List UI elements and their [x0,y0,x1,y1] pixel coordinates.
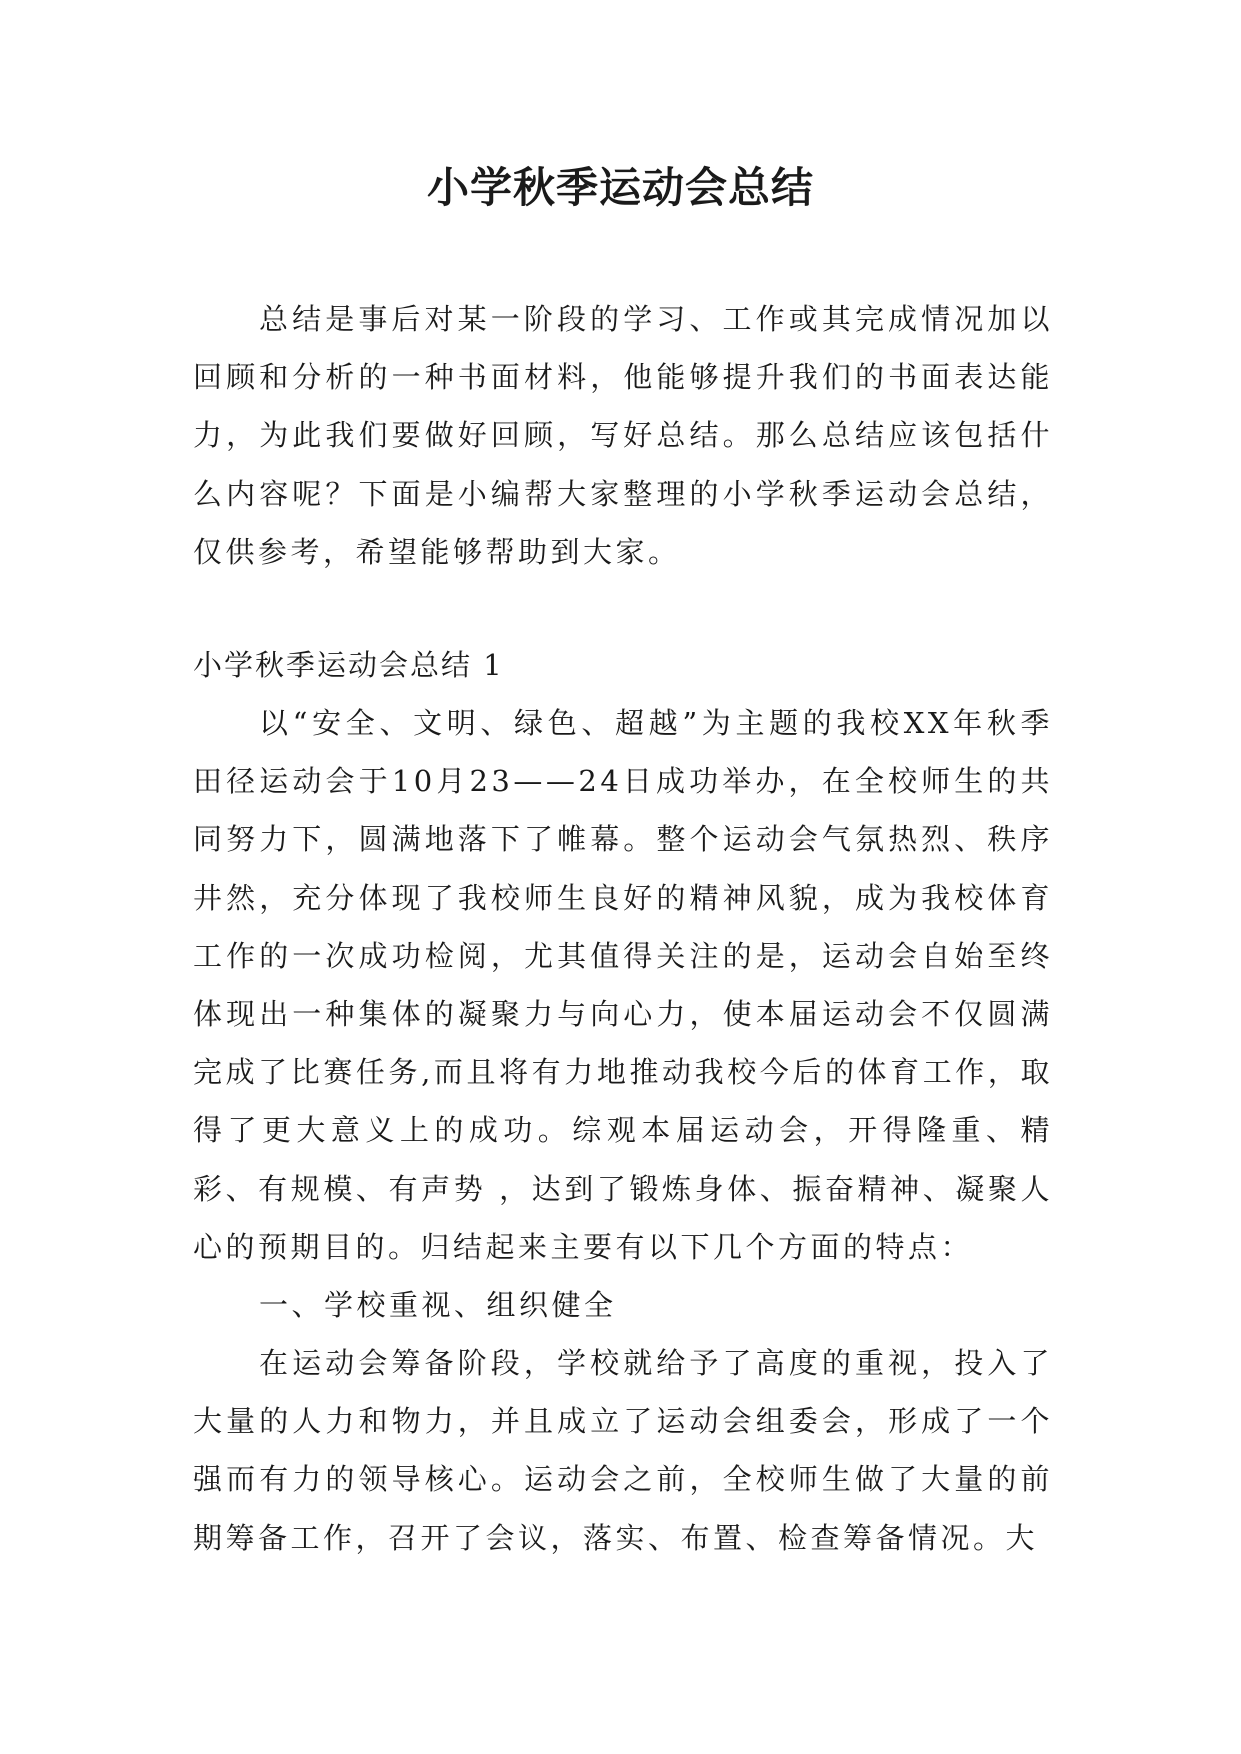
section-heading-1: 一、学校重视、组织健全 [259,1288,617,1322]
body-paragraph-1: 以“安全、文明、绿色、超越”为主题的我校XX年秋季田径运动会于10月23——24日成功举办，在全校师生的共同努力下，圆满地落下了帷幕。整个运动会气氛热烈、秩序井然，充分体现了我校师生良好的精神风貌，成为我校体育工作的一次成功检阅，尤其值得关注的是，运动会自始至终体现出一种集体的凝聚力与向心力，使本届运动会不仅圆满完成了比赛任务,而且将有力地推动我校今后的体育工作，取得了更大意义上的成功。综观本届运动会，开得隆重、精彩、有规模、有声势 ，达到了锻炼身体、振奋精神、凝聚人心的预期目的。归结起来主要有以下几个方面的特点： [193,706,1053,1264]
document-title: 小学秋季运动会总结 [426,163,814,212]
body-paragraph-2: 在运动会筹备阶段，学校就给予了高度的重视，投入了大量的人力和物力，并且成立了运动会组委会，形成了一个强而有力的领导核心。运动会之前，全校师生做了大量的前期筹备工作，召开了会议，落实、布置、检查筹备情况。大 [193,1346,1053,1555]
section-title: 小学秋季运动会总结 1 [193,648,504,682]
intro-paragraph: 总结是事后对某一阶段的学习、工作或其完成情况加以回顾和分析的一种书面材料，他能够提升我们的书面表达能力，为此我们要做好回顾，写好总结。那么总结应该包括什么内容呢？下面是小编帮大家整理的小学秋季运动会总结，仅供参考，希望能够帮助到大家。 [193,302,1053,569]
